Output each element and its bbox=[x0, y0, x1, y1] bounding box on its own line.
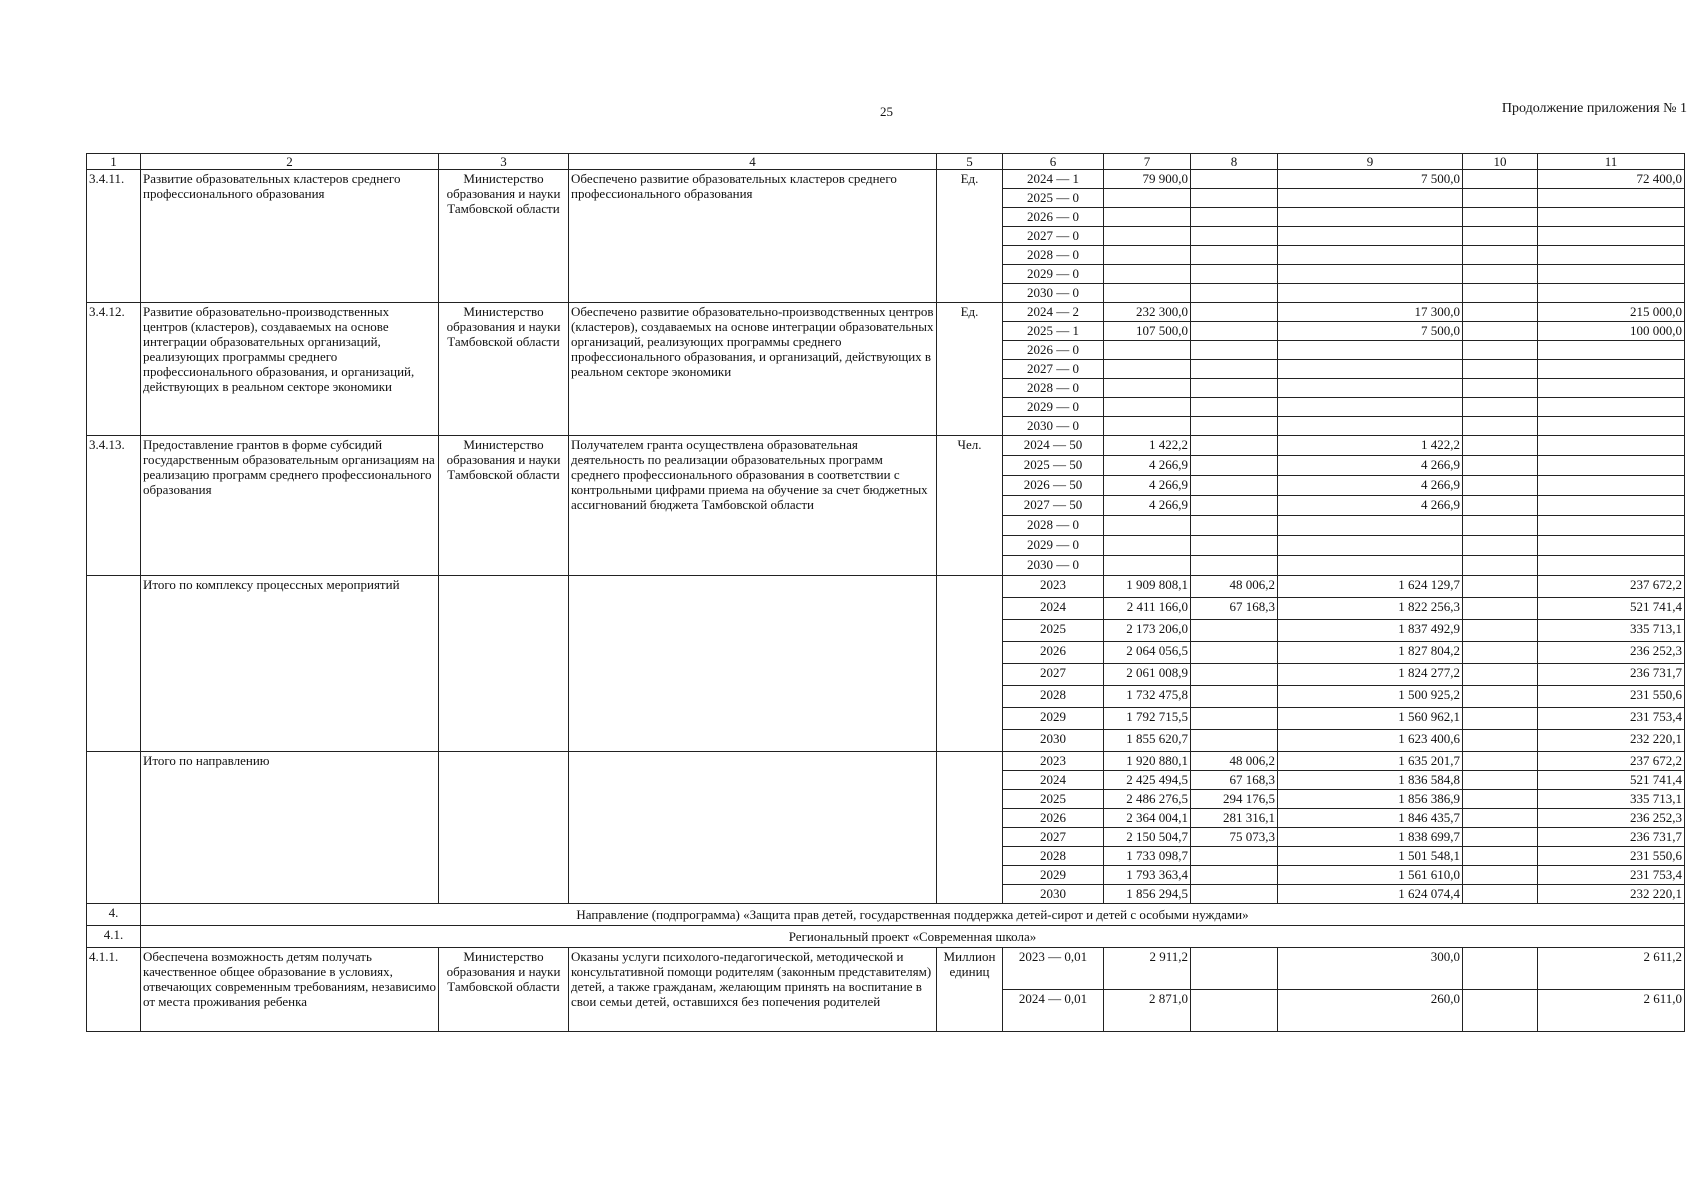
total-amount bbox=[1104, 379, 1191, 398]
local-amount bbox=[1463, 516, 1538, 536]
extrabudget-amount bbox=[1538, 476, 1685, 496]
extrabudget-amount bbox=[1538, 379, 1685, 398]
column-number-9: 9 bbox=[1278, 154, 1463, 170]
column-number-11: 11 bbox=[1538, 154, 1685, 170]
item-name: Итого по комплексу процессных мероприятий bbox=[141, 576, 439, 752]
total-amount: 1 732 475,8 bbox=[1104, 686, 1191, 708]
regional-amount: 260,0 bbox=[1278, 990, 1463, 1032]
regional-amount bbox=[1278, 360, 1463, 379]
regional-amount: 1 561 610,0 bbox=[1278, 866, 1463, 885]
federal-amount: 75 073,3 bbox=[1191, 828, 1278, 847]
subsection-number: 4.1. bbox=[87, 926, 141, 948]
extrabudget-amount: 521 741,4 bbox=[1538, 598, 1685, 620]
total-amount: 1 855 620,7 bbox=[1104, 730, 1191, 752]
item-executor: Министерство образования и науки Тамбовской области bbox=[439, 170, 569, 303]
regional-amount bbox=[1278, 417, 1463, 436]
extrabudget-amount: 232 220,1 bbox=[1538, 730, 1685, 752]
total-amount: 107 500,0 bbox=[1104, 322, 1191, 341]
local-amount bbox=[1463, 708, 1538, 730]
year-value: 2028 bbox=[1003, 847, 1104, 866]
regional-amount: 1 822 256,3 bbox=[1278, 598, 1463, 620]
year-value: 2029 bbox=[1003, 866, 1104, 885]
federal-amount bbox=[1191, 360, 1278, 379]
extrabudget-amount: 236 731,7 bbox=[1538, 828, 1685, 847]
local-amount bbox=[1463, 322, 1538, 341]
year-value: 2026 bbox=[1003, 809, 1104, 828]
extrabudget-amount: 236 252,3 bbox=[1538, 809, 1685, 828]
year-value: 2027 — 0 bbox=[1003, 227, 1104, 246]
total-amount: 2 061 008,9 bbox=[1104, 664, 1191, 686]
year-value: 2026 — 50 bbox=[1003, 476, 1104, 496]
page-number: 25 bbox=[880, 104, 893, 119]
year-value: 2028 — 0 bbox=[1003, 379, 1104, 398]
federal-amount bbox=[1191, 885, 1278, 904]
local-amount bbox=[1463, 790, 1538, 809]
total-amount bbox=[1104, 398, 1191, 417]
federal-amount bbox=[1191, 847, 1278, 866]
subsection-title: Региональный проект «Современная школа» bbox=[141, 926, 1685, 948]
extrabudget-amount: 335 713,1 bbox=[1538, 790, 1685, 809]
local-amount bbox=[1463, 771, 1538, 790]
local-amount bbox=[1463, 227, 1538, 246]
item-number bbox=[87, 752, 141, 904]
regional-amount: 4 266,9 bbox=[1278, 456, 1463, 476]
local-amount bbox=[1463, 265, 1538, 284]
total-amount: 2 364 004,1 bbox=[1104, 809, 1191, 828]
year-value: 2023 — 0,01 bbox=[1003, 948, 1104, 990]
extrabudget-amount: 2 611,0 bbox=[1538, 990, 1685, 1032]
extrabudget-amount bbox=[1538, 516, 1685, 536]
item-executor: Министерство образования и науки Тамбовской области bbox=[439, 436, 569, 576]
federal-amount bbox=[1191, 990, 1278, 1032]
total-amount: 2 871,0 bbox=[1104, 990, 1191, 1032]
extrabudget-amount: 231 753,4 bbox=[1538, 708, 1685, 730]
total-amount: 2 486 276,5 bbox=[1104, 790, 1191, 809]
total-amount: 1 856 294,5 bbox=[1104, 885, 1191, 904]
regional-amount: 4 266,9 bbox=[1278, 476, 1463, 496]
regional-amount bbox=[1278, 189, 1463, 208]
regional-amount: 7 500,0 bbox=[1278, 322, 1463, 341]
local-amount bbox=[1463, 496, 1538, 516]
federal-amount bbox=[1191, 379, 1278, 398]
year-value: 2029 — 0 bbox=[1003, 265, 1104, 284]
item-number: 3.4.11. bbox=[87, 170, 141, 303]
section-title: Направление (подпрограмма) «Защита прав детей, государственная поддержка детей-сирот и детей с особыми нуждами» bbox=[141, 904, 1685, 926]
year-value: 2024 bbox=[1003, 598, 1104, 620]
extrabudget-amount: 231 550,6 bbox=[1538, 847, 1685, 866]
item-result bbox=[569, 576, 937, 752]
local-amount bbox=[1463, 398, 1538, 417]
item-name: Развитие образовательно-производственных центров (кластеров), создаваемых на основе интеграции образовательных организаций, реализующих программы среднего профессионального образования, и организаций, действующих в реальном секторе экономики bbox=[141, 303, 439, 436]
regional-amount: 1 827 804,2 bbox=[1278, 642, 1463, 664]
extrabudget-amount bbox=[1538, 556, 1685, 576]
item-number bbox=[87, 576, 141, 752]
column-number-7: 7 bbox=[1104, 154, 1191, 170]
federal-amount bbox=[1191, 227, 1278, 246]
federal-amount bbox=[1191, 398, 1278, 417]
extrabudget-amount bbox=[1538, 208, 1685, 227]
extrabudget-amount: 2 611,2 bbox=[1538, 948, 1685, 990]
column-number-10: 10 bbox=[1463, 154, 1538, 170]
column-number-4: 4 bbox=[569, 154, 937, 170]
item-executor: Министерство образования и науки Тамбовской области bbox=[439, 303, 569, 436]
local-amount bbox=[1463, 360, 1538, 379]
total-amount: 1 909 808,1 bbox=[1104, 576, 1191, 598]
regional-amount: 1 836 584,8 bbox=[1278, 771, 1463, 790]
year-value: 2027 bbox=[1003, 828, 1104, 847]
federal-amount bbox=[1191, 948, 1278, 990]
total-amount: 4 266,9 bbox=[1104, 476, 1191, 496]
extrabudget-amount bbox=[1538, 265, 1685, 284]
year-value: 2028 bbox=[1003, 686, 1104, 708]
item-result: Обеспечено развитие образовательных кластеров среднего профессионального образования bbox=[569, 170, 937, 303]
item-unit bbox=[937, 752, 1003, 904]
regional-amount bbox=[1278, 265, 1463, 284]
regional-amount: 1 837 492,9 bbox=[1278, 620, 1463, 642]
item-number: 3.4.13. bbox=[87, 436, 141, 576]
regional-amount: 1 856 386,9 bbox=[1278, 790, 1463, 809]
column-number-row bbox=[87, 154, 1685, 170]
subsection-heading-row bbox=[87, 926, 1685, 948]
total-amount: 2 411 166,0 bbox=[1104, 598, 1191, 620]
year-value: 2030 — 0 bbox=[1003, 556, 1104, 576]
total-amount bbox=[1104, 265, 1191, 284]
total-amount: 1 733 098,7 bbox=[1104, 847, 1191, 866]
year-value: 2025 — 0 bbox=[1003, 189, 1104, 208]
local-amount bbox=[1463, 303, 1538, 322]
federal-amount bbox=[1191, 265, 1278, 284]
year-value: 2024 — 0,01 bbox=[1003, 990, 1104, 1032]
item-number: 3.4.12. bbox=[87, 303, 141, 436]
regional-amount bbox=[1278, 536, 1463, 556]
local-amount bbox=[1463, 536, 1538, 556]
federal-amount bbox=[1191, 664, 1278, 686]
item-unit bbox=[937, 576, 1003, 752]
total-amount bbox=[1104, 417, 1191, 436]
regional-amount bbox=[1278, 341, 1463, 360]
item-name: Предоставление грантов в форме субсидий государственным образовательным организациям на реализацию программ среднего профессионального образования bbox=[141, 436, 439, 576]
federal-amount bbox=[1191, 686, 1278, 708]
regional-amount bbox=[1278, 227, 1463, 246]
total-amount: 2 064 056,5 bbox=[1104, 642, 1191, 664]
year-value: 2029 bbox=[1003, 708, 1104, 730]
item-name: Развитие образовательных кластеров среднего профессионального образования bbox=[141, 170, 439, 303]
table-row bbox=[87, 303, 1685, 322]
total-amount: 2 911,2 bbox=[1104, 948, 1191, 990]
federal-amount bbox=[1191, 341, 1278, 360]
federal-amount bbox=[1191, 417, 1278, 436]
local-amount bbox=[1463, 809, 1538, 828]
column-number-3: 3 bbox=[439, 154, 569, 170]
table-row bbox=[87, 576, 1685, 598]
year-value: 2024 — 50 bbox=[1003, 436, 1104, 456]
item-executor bbox=[439, 576, 569, 752]
total-amount: 79 900,0 bbox=[1104, 170, 1191, 189]
total-amount bbox=[1104, 556, 1191, 576]
total-amount: 2 173 206,0 bbox=[1104, 620, 1191, 642]
item-result bbox=[569, 752, 937, 904]
local-amount bbox=[1463, 730, 1538, 752]
year-value: 2027 — 0 bbox=[1003, 360, 1104, 379]
local-amount bbox=[1463, 576, 1538, 598]
local-amount bbox=[1463, 620, 1538, 642]
total-amount: 1 792 715,5 bbox=[1104, 708, 1191, 730]
regional-amount: 1 501 548,1 bbox=[1278, 847, 1463, 866]
extrabudget-amount: 231 753,4 bbox=[1538, 866, 1685, 885]
total-amount bbox=[1104, 341, 1191, 360]
item-unit: Ед. bbox=[937, 170, 1003, 303]
total-amount: 4 266,9 bbox=[1104, 496, 1191, 516]
extrabudget-amount bbox=[1538, 360, 1685, 379]
total-amount bbox=[1104, 516, 1191, 536]
column-number-5: 5 bbox=[937, 154, 1003, 170]
federal-amount: 67 168,3 bbox=[1191, 598, 1278, 620]
column-number-8: 8 bbox=[1191, 154, 1278, 170]
federal-amount bbox=[1191, 620, 1278, 642]
local-amount bbox=[1463, 866, 1538, 885]
item-result: Получателем гранта осуществлена образовательная деятельность по реализации образовательных программ среднего профессионального образования в соответствии с контрольными цифрами приема на обучение за счет бюджетных ассигнований бюджета Тамбовской области bbox=[569, 436, 937, 576]
item-executor: Министерство образования и науки Тамбовской области bbox=[439, 948, 569, 1032]
extrabudget-amount: 237 672,2 bbox=[1538, 576, 1685, 598]
federal-amount bbox=[1191, 456, 1278, 476]
extrabudget-amount: 237 672,2 bbox=[1538, 752, 1685, 771]
table-row bbox=[87, 436, 1685, 456]
appendix-note: Продолжение приложения № 1 bbox=[1501, 101, 1687, 116]
document-table-wrapper bbox=[86, 153, 1684, 1032]
item-unit: Ед. bbox=[937, 303, 1003, 436]
section-heading-row bbox=[87, 904, 1685, 926]
extrabudget-amount bbox=[1538, 496, 1685, 516]
federal-amount: 48 006,2 bbox=[1191, 576, 1278, 598]
column-number-6: 6 bbox=[1003, 154, 1104, 170]
federal-amount bbox=[1191, 284, 1278, 303]
year-value: 2027 bbox=[1003, 664, 1104, 686]
local-amount bbox=[1463, 828, 1538, 847]
year-value: 2026 bbox=[1003, 642, 1104, 664]
local-amount bbox=[1463, 284, 1538, 303]
regional-amount: 7 500,0 bbox=[1278, 170, 1463, 189]
column-number-1: 1 bbox=[87, 154, 141, 170]
year-value: 2023 bbox=[1003, 752, 1104, 771]
extrabudget-amount: 236 731,7 bbox=[1538, 664, 1685, 686]
item-unit: Миллион единиц bbox=[937, 948, 1003, 1032]
federal-amount bbox=[1191, 516, 1278, 536]
extrabudget-amount: 100 000,0 bbox=[1538, 322, 1685, 341]
extrabudget-amount: 215 000,0 bbox=[1538, 303, 1685, 322]
year-value: 2030 bbox=[1003, 885, 1104, 904]
local-amount bbox=[1463, 686, 1538, 708]
item-executor bbox=[439, 752, 569, 904]
total-amount bbox=[1104, 208, 1191, 227]
extrabudget-amount: 521 741,4 bbox=[1538, 771, 1685, 790]
local-amount bbox=[1463, 885, 1538, 904]
local-amount bbox=[1463, 379, 1538, 398]
local-amount bbox=[1463, 456, 1538, 476]
item-name: Обеспечена возможность детям получать качественное общее образование в условиях, отвечающих современным требованиям, независимо от места проживания ребенка bbox=[141, 948, 439, 1032]
extrabudget-amount: 335 713,1 bbox=[1538, 620, 1685, 642]
regional-amount: 1 422,2 bbox=[1278, 436, 1463, 456]
total-amount: 232 300,0 bbox=[1104, 303, 1191, 322]
year-value: 2029 — 0 bbox=[1003, 398, 1104, 417]
regional-amount: 1 623 400,6 bbox=[1278, 730, 1463, 752]
extrabudget-amount: 236 252,3 bbox=[1538, 642, 1685, 664]
local-amount bbox=[1463, 752, 1538, 771]
total-amount bbox=[1104, 360, 1191, 379]
item-result: Оказаны услуги психолого-педагогической, методической и консультативной помощи родителям (законным представителям) детей, а также гражданам, желающим принять на воспитание в свои семьи детей, оставшихся без попечения родителей bbox=[569, 948, 937, 1032]
local-amount bbox=[1463, 341, 1538, 360]
federal-amount: 281 316,1 bbox=[1191, 809, 1278, 828]
federal-amount bbox=[1191, 556, 1278, 576]
extrabudget-amount bbox=[1538, 456, 1685, 476]
item-unit: Чел. bbox=[937, 436, 1003, 576]
local-amount bbox=[1463, 642, 1538, 664]
regional-amount bbox=[1278, 208, 1463, 227]
regional-amount bbox=[1278, 246, 1463, 265]
regional-amount: 1 838 699,7 bbox=[1278, 828, 1463, 847]
year-value: 2025 — 50 bbox=[1003, 456, 1104, 476]
item-number: 4.1.1. bbox=[87, 948, 141, 1032]
year-value: 2024 bbox=[1003, 771, 1104, 790]
year-value: 2026 — 0 bbox=[1003, 208, 1104, 227]
year-value: 2027 — 50 bbox=[1003, 496, 1104, 516]
federal-amount bbox=[1191, 322, 1278, 341]
federal-amount bbox=[1191, 303, 1278, 322]
regional-amount bbox=[1278, 379, 1463, 398]
total-amount bbox=[1104, 536, 1191, 556]
local-amount bbox=[1463, 436, 1538, 456]
extrabudget-amount bbox=[1538, 436, 1685, 456]
local-amount bbox=[1463, 556, 1538, 576]
year-value: 2030 bbox=[1003, 730, 1104, 752]
regional-amount: 17 300,0 bbox=[1278, 303, 1463, 322]
item-result: Обеспечено развитие образовательно-производственных центров (кластеров), создаваемых на основе интеграции образовательных организаций, реализующих программы среднего профессионального образования, и организаций, действующих в реальном секторе экономики bbox=[569, 303, 937, 436]
table-row bbox=[87, 752, 1685, 771]
extrabudget-amount: 72 400,0 bbox=[1538, 170, 1685, 189]
regional-amount: 1 824 277,2 bbox=[1278, 664, 1463, 686]
year-value: 2030 — 0 bbox=[1003, 417, 1104, 436]
total-amount bbox=[1104, 246, 1191, 265]
federal-amount bbox=[1191, 189, 1278, 208]
year-value: 2025 bbox=[1003, 790, 1104, 809]
regional-amount: 1 624 074,4 bbox=[1278, 885, 1463, 904]
local-amount bbox=[1463, 476, 1538, 496]
year-value: 2024 — 1 bbox=[1003, 170, 1104, 189]
federal-amount bbox=[1191, 642, 1278, 664]
regional-amount bbox=[1278, 284, 1463, 303]
federal-amount: 67 168,3 bbox=[1191, 771, 1278, 790]
year-value: 2029 — 0 bbox=[1003, 536, 1104, 556]
extrabudget-amount: 232 220,1 bbox=[1538, 885, 1685, 904]
federal-amount bbox=[1191, 730, 1278, 752]
regional-amount: 4 266,9 bbox=[1278, 496, 1463, 516]
year-value: 2028 — 0 bbox=[1003, 516, 1104, 536]
federal-amount bbox=[1191, 246, 1278, 265]
local-amount bbox=[1463, 948, 1538, 990]
regional-amount: 1 624 129,7 bbox=[1278, 576, 1463, 598]
total-amount bbox=[1104, 189, 1191, 208]
total-amount: 1 793 363,4 bbox=[1104, 866, 1191, 885]
extrabudget-amount bbox=[1538, 417, 1685, 436]
year-value: 2023 bbox=[1003, 576, 1104, 598]
extrabudget-amount bbox=[1538, 284, 1685, 303]
total-amount: 1 920 880,1 bbox=[1104, 752, 1191, 771]
federal-amount bbox=[1191, 536, 1278, 556]
budget-table bbox=[86, 153, 1685, 1032]
federal-amount bbox=[1191, 476, 1278, 496]
extrabudget-amount bbox=[1538, 189, 1685, 208]
year-value: 2025 — 1 bbox=[1003, 322, 1104, 341]
section-number: 4. bbox=[87, 904, 141, 926]
local-amount bbox=[1463, 417, 1538, 436]
extrabudget-amount bbox=[1538, 536, 1685, 556]
year-value: 2024 — 2 bbox=[1003, 303, 1104, 322]
extrabudget-amount bbox=[1538, 246, 1685, 265]
regional-amount: 1 500 925,2 bbox=[1278, 686, 1463, 708]
total-amount: 2 150 504,7 bbox=[1104, 828, 1191, 847]
federal-amount bbox=[1191, 208, 1278, 227]
extrabudget-amount bbox=[1538, 341, 1685, 360]
total-amount: 1 422,2 bbox=[1104, 436, 1191, 456]
local-amount bbox=[1463, 664, 1538, 686]
federal-amount bbox=[1191, 708, 1278, 730]
total-amount bbox=[1104, 227, 1191, 246]
regional-amount: 300,0 bbox=[1278, 948, 1463, 990]
local-amount bbox=[1463, 246, 1538, 265]
year-value: 2026 — 0 bbox=[1003, 341, 1104, 360]
year-value: 2030 — 0 bbox=[1003, 284, 1104, 303]
year-value: 2028 — 0 bbox=[1003, 246, 1104, 265]
regional-amount: 1 560 962,1 bbox=[1278, 708, 1463, 730]
regional-amount: 1 635 201,7 bbox=[1278, 752, 1463, 771]
local-amount bbox=[1463, 189, 1538, 208]
item-name: Итого по направлению bbox=[141, 752, 439, 904]
total-amount bbox=[1104, 284, 1191, 303]
regional-amount: 1 846 435,7 bbox=[1278, 809, 1463, 828]
column-number-2: 2 bbox=[141, 154, 439, 170]
local-amount bbox=[1463, 990, 1538, 1032]
table-row bbox=[87, 948, 1685, 990]
regional-amount bbox=[1278, 556, 1463, 576]
total-amount: 4 266,9 bbox=[1104, 456, 1191, 476]
local-amount bbox=[1463, 598, 1538, 620]
table-row bbox=[87, 170, 1685, 189]
regional-amount bbox=[1278, 398, 1463, 417]
total-amount: 2 425 494,5 bbox=[1104, 771, 1191, 790]
extrabudget-amount bbox=[1538, 227, 1685, 246]
federal-amount bbox=[1191, 496, 1278, 516]
federal-amount bbox=[1191, 436, 1278, 456]
federal-amount bbox=[1191, 170, 1278, 189]
federal-amount: 294 176,5 bbox=[1191, 790, 1278, 809]
year-value: 2025 bbox=[1003, 620, 1104, 642]
federal-amount: 48 006,2 bbox=[1191, 752, 1278, 771]
local-amount bbox=[1463, 208, 1538, 227]
regional-amount bbox=[1278, 516, 1463, 536]
extrabudget-amount bbox=[1538, 398, 1685, 417]
extrabudget-amount: 231 550,6 bbox=[1538, 686, 1685, 708]
local-amount bbox=[1463, 847, 1538, 866]
local-amount bbox=[1463, 170, 1538, 189]
federal-amount bbox=[1191, 866, 1278, 885]
